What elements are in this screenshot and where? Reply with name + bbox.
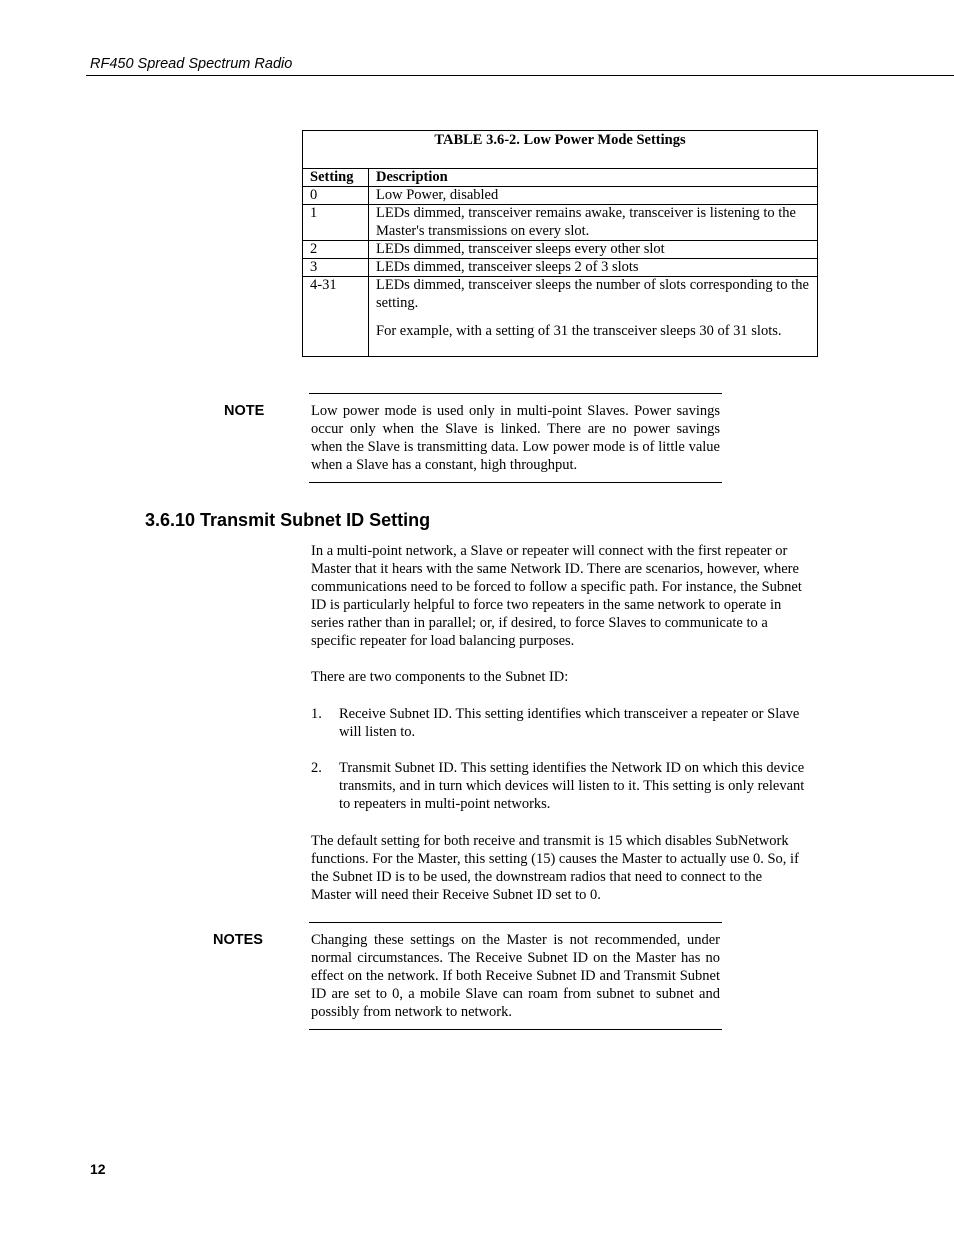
table-caption: TABLE 3.6-2. Low Power Mode Settings <box>434 132 686 148</box>
setting-cell: 0 <box>310 187 318 203</box>
notes-top-rule <box>309 922 722 923</box>
note-bottom-rule <box>309 482 722 483</box>
description-cell: LEDs dimmed, transceiver sleeps 2 of 3 slots <box>376 259 639 275</box>
paragraph: There are two components to the Subnet ID: <box>311 669 569 685</box>
column-divider <box>368 168 369 357</box>
low-power-mode-table <box>302 130 818 357</box>
list-number: 2. <box>311 760 322 776</box>
setting-cell: 1 <box>310 205 318 221</box>
description-cell: Low Power, disabled <box>376 187 499 203</box>
paragraph: The default setting for both receive and transmit is 15 which disables SubNetwork functions. For the Master, this setting (15) causes the Master to actually use 0. So, if the Subnet ID is to be used, the downstream radios that need to connect to the Master will need their Receive Subnet ID set to 0. <box>311 833 799 903</box>
notes-text: Changing these settings on the Master is not recommended, under normal circumstances. The Receive Subnet ID on the Master has no effect on the network. If both Receive Subnet ID and Transmit Subnet ID are set to 0, a mobile Slave can roam from subnet to subnet and possibly from network to network. <box>311 932 720 1020</box>
setting-cell: 4-31 <box>310 277 337 293</box>
note-text: Low power mode is used only in multi-point Slaves. Power savings occur only when the Slave is linked. There are no power savings when the Slave is transmitting data. Low power mode is of little value when a Slave has a constant, high throughput. <box>311 403 720 473</box>
page-number: 12 <box>90 1161 106 1177</box>
column-header-setting: Setting <box>310 169 354 185</box>
notes-bottom-rule <box>309 1029 722 1030</box>
note-top-rule <box>309 393 722 394</box>
description-cell: LEDs dimmed, transceiver sleeps the number of slots corresponding to the setting. <box>376 277 809 311</box>
description-example: For example, with a setting of 31 the transceiver sleeps 30 of 31 slots. <box>376 323 782 339</box>
list-item-text: Receive Subnet ID. This setting identifies which transceiver a repeater or Slave will listen to. <box>339 706 800 740</box>
setting-cell: 3 <box>310 259 318 275</box>
header-rule <box>86 75 954 76</box>
list-item-text: Transmit Subnet ID. This setting identifies the Network ID on which this device transmits, and in turn which devices will listen to it. This setting is only relevant to repeaters in multi-point networks. <box>339 760 805 812</box>
notes-label: NOTES <box>213 932 263 948</box>
description-cell: LEDs dimmed, transceiver remains awake, transceiver is listening to the Master's transmissions on every slot. <box>376 205 796 239</box>
setting-cell: 2 <box>310 241 318 257</box>
paragraph: In a multi-point network, a Slave or repeater will connect with the first repeater or Master that it hears with the same Network ID. There are scenarios, however, where communications need to be forced to follow a specific path. For instance, the Subnet ID is particularly helpful to force two repeaters in the same network to operate in series rather than in parallel; or, if desired, to force Slaves to communicate to a specific repeater for load balancing purposes. <box>311 543 802 649</box>
note-label: NOTE <box>224 403 265 419</box>
section-heading: 3.6.10 Transmit Subnet ID Setting <box>145 510 431 530</box>
running-header: RF450 Spread Spectrum Radio <box>90 56 293 72</box>
description-cell: LEDs dimmed, transceiver sleeps every other slot <box>376 241 665 257</box>
column-header-description: Description <box>376 169 448 185</box>
list-number: 1. <box>311 706 322 722</box>
